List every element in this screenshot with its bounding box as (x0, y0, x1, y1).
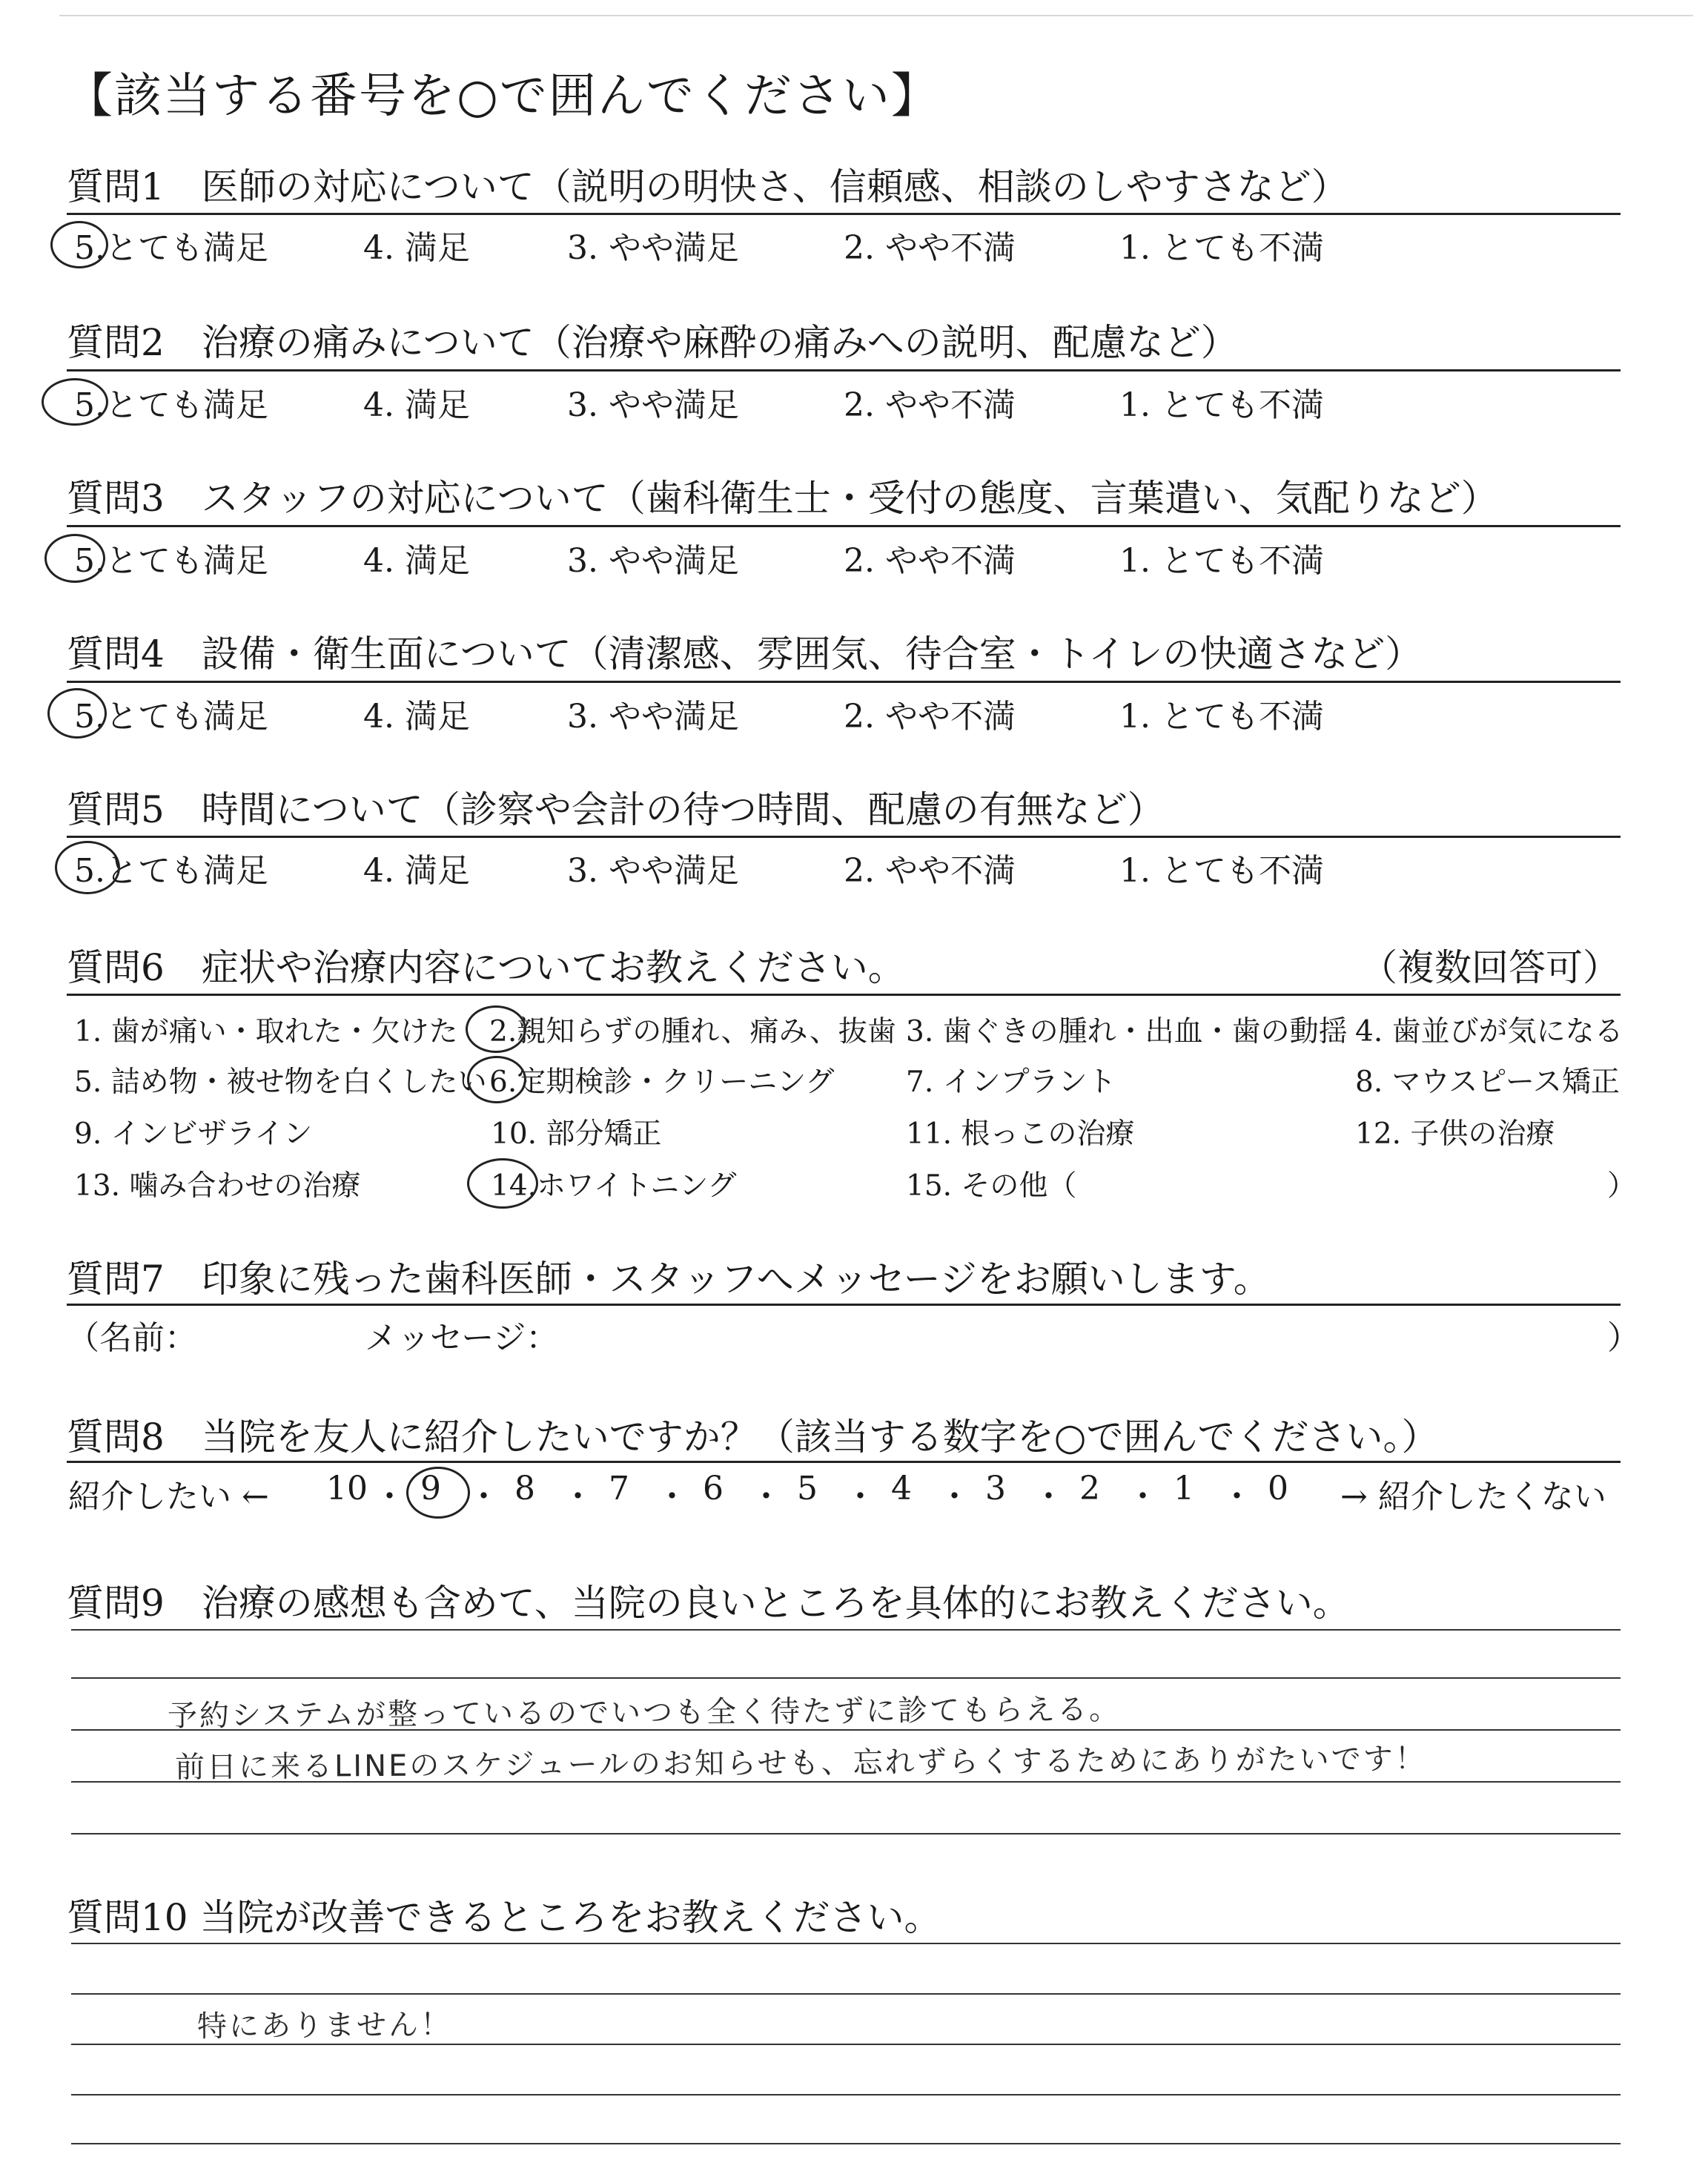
q8-scale-separator: ・ (844, 1478, 877, 1516)
q8-scale-separator: ・ (467, 1478, 500, 1516)
q8-left-label: 紹介したい ← (68, 1478, 269, 1516)
q8-scale-value-5[interactable]: 5 (797, 1470, 818, 1507)
q3-option-5[interactable]: 5.とても満足 (74, 542, 268, 580)
q6-item-11[interactable]: 11. 根っこの治療 (906, 1117, 1135, 1151)
q10-rule-2 (71, 1993, 1621, 1995)
q9-rule-1 (71, 1629, 1621, 1631)
q6-item-2-circle (466, 1005, 526, 1053)
question-3-title: 質問3 スタッフの対応について（歯科衛生士・受付の態度、言葉遣い、気配りなど） (67, 477, 1498, 520)
q6-item-1[interactable]: 1. 歯が痛い・取れた・欠けた (74, 1015, 458, 1048)
q4-selection-circle (47, 688, 107, 739)
q6-item-4[interactable]: 4. 歯並びが気になる (1355, 1015, 1623, 1048)
q8-scale-separator: ・ (655, 1478, 689, 1516)
q6-item-3[interactable]: 3. 歯ぐきの腫れ・出血・歯の動揺 (906, 1015, 1348, 1048)
q6-item-8[interactable]: 8. マウスピース矯正 (1355, 1066, 1620, 1099)
q2-option-3[interactable]: 3. やや満足 (567, 386, 739, 424)
q2-option-4[interactable]: 4. 満足 (363, 386, 470, 424)
q10-rule-5 (71, 2143, 1621, 2144)
q1-option-3[interactable]: 3. やや満足 (567, 229, 739, 267)
q5-option-3[interactable]: 3. やや満足 (567, 852, 739, 890)
question-1-rule (67, 213, 1621, 215)
question-7-rule (67, 1304, 1621, 1306)
q3-option-2[interactable]: 2. やや不満 (844, 542, 1016, 580)
question-9-title: 質問9 治療の感想も含めて、当院の良いところを具体的にお教えください。 (67, 1582, 1350, 1625)
question-3-rule (67, 525, 1621, 527)
q1-option-4[interactable]: 4. 満足 (363, 229, 470, 267)
question-6-title: 質問6 症状や治療内容についてお教えください。 (67, 946, 905, 989)
q8-scale-value-2[interactable]: 2 (1079, 1470, 1100, 1507)
q1-option-2[interactable]: 2. やや不満 (844, 229, 1016, 267)
q6-item-10[interactable]: 10. 部分矯正 (491, 1117, 662, 1151)
q8-scale-value-7[interactable]: 7 (609, 1470, 629, 1507)
question-1-title: 質問1 医師の対応について（説明の明快さ、信頼感、相談のしやすさなど） (67, 165, 1348, 208)
q8-scale-value-4[interactable]: 4 (891, 1470, 912, 1507)
q8-scale-separator: ・ (1126, 1478, 1159, 1516)
question-4-title: 質問4 設備・衛生面について（清潔感、雰囲気、待合室・トイレの快適さなど） (67, 633, 1423, 676)
q4-option-5[interactable]: 5.とても満足 (74, 698, 268, 736)
q1-option-5[interactable]: 5.とても満足 (74, 229, 268, 267)
q1-option-1[interactable]: 1. とても不満 (1119, 229, 1324, 267)
q3-option-3[interactable]: 3. やや満足 (567, 542, 739, 580)
q2-selection-circle (42, 378, 108, 426)
q6-item-13[interactable]: 13. 噛み合わせの治療 (74, 1169, 361, 1203)
q7-close-paren: ） (1607, 1319, 1640, 1357)
question-6-rule (67, 994, 1621, 996)
q5-option-5[interactable]: 5.とても満足 (74, 852, 268, 890)
question-6-note: （複数回答可） (1360, 946, 1620, 989)
q8-scale-value-1[interactable]: 1 (1174, 1470, 1194, 1507)
question-2-title: 質問2 治療の痛みについて（治療や麻酔の痛みへの説明、配慮など） (67, 321, 1238, 364)
q6-item-7[interactable]: 7. インプラント (906, 1066, 1116, 1099)
q6-item-14[interactable]: 14.ホワイトニング (491, 1169, 737, 1203)
q5-option-2[interactable]: 2. やや不満 (844, 852, 1016, 890)
q8-scale-separator: ・ (1220, 1478, 1254, 1516)
q6-item-9[interactable]: 9. インビザライン (74, 1117, 313, 1151)
q2-option-1[interactable]: 1. とても不満 (1119, 386, 1324, 424)
q9-answer-line-2: 前日に来るLINEのスケジュールのお知らせも、忘れずらくするためにありがたいです！ (174, 1742, 1427, 1785)
q8-scale-separator: ・ (373, 1478, 406, 1516)
question-8-title: 質問8 当院を友人に紹介したいですか？（該当する数字を○で囲んでください。） (67, 1416, 1439, 1459)
q6-item-14-circle (467, 1158, 538, 1209)
q6-item-5[interactable]: 5. 詰め物・被せ物を白くしたい (74, 1066, 487, 1099)
q8-scale-separator: ・ (561, 1478, 595, 1516)
q4-option-3[interactable]: 3. やや満足 (567, 698, 739, 736)
q5-option-4[interactable]: 4. 満足 (363, 852, 470, 890)
q2-option-2[interactable]: 2. やや不満 (844, 386, 1016, 424)
question-10-title: 質問10 当院が改善できるところをお教えください。 (67, 1896, 941, 1939)
q6-item-15-close: ） (1607, 1169, 1637, 1203)
q8-scale-value-6[interactable]: 6 (703, 1470, 724, 1507)
q8-selection-circle (406, 1467, 470, 1519)
q9-rule-2 (71, 1677, 1621, 1679)
question-5-rule (67, 836, 1621, 838)
q8-scale-value-3[interactable]: 3 (985, 1470, 1006, 1507)
q6-item-2[interactable]: 2.親知らずの腫れ、痛み、抜歯 (489, 1015, 896, 1048)
q8-scale-value-9[interactable]: 9 (420, 1470, 441, 1507)
question-8-rule (67, 1461, 1621, 1463)
q4-option-1[interactable]: 1. とても不満 (1119, 698, 1324, 736)
q3-option-4[interactable]: 4. 満足 (363, 542, 470, 580)
q3-option-1[interactable]: 1. とても不満 (1119, 542, 1324, 580)
q4-option-4[interactable]: 4. 満足 (363, 698, 470, 736)
q9-rule-5 (71, 1833, 1621, 1834)
q5-option-1[interactable]: 1. とても不満 (1119, 852, 1324, 890)
question-2-rule (67, 369, 1621, 371)
q8-right-label: → 紹介したくない (1340, 1478, 1606, 1516)
q10-answer-line-1: 特にありません！ (196, 2007, 453, 2044)
q1-selection-circle (50, 221, 108, 268)
q8-scale-value-10[interactable]: 10 (326, 1470, 368, 1507)
q8-scale-value-0[interactable]: 0 (1268, 1470, 1288, 1507)
q9-answer-line-1: 予約システムが整っているのでいつも全く待たずに診てもらえる。 (167, 1692, 1122, 1734)
q7-name-label: （名前： (67, 1319, 197, 1357)
q8-scale-separator: ・ (938, 1478, 971, 1516)
q8-scale-separator: ・ (1032, 1478, 1065, 1516)
scan-edge (59, 15, 1693, 16)
q10-rule-4 (71, 2094, 1621, 2095)
q6-item-6[interactable]: 6.定期検診・クリーニング (489, 1066, 835, 1099)
q3-selection-circle (44, 534, 105, 583)
q4-option-2[interactable]: 2. やや不満 (844, 698, 1016, 736)
question-7-title: 質問7 印象に残った歯科医師・スタッフへメッセージをお願いします。 (67, 1258, 1271, 1301)
q6-item-12[interactable]: 12. 子供の治療 (1355, 1117, 1555, 1151)
page-title: 【該当する番号を○で囲んでください】 (65, 69, 940, 124)
q10-rule-1 (71, 1943, 1621, 1944)
q6-item-15[interactable]: 15. その他（ (906, 1169, 1077, 1203)
q2-option-5[interactable]: 5.とても満足 (74, 386, 268, 424)
q5-selection-circle (55, 841, 120, 894)
q6-item-6-circle (467, 1056, 526, 1103)
q7-message-label: メッセージ： (365, 1319, 559, 1357)
q8-scale-value-8[interactable]: 8 (514, 1470, 535, 1507)
q8-scale-separator: ・ (749, 1478, 783, 1516)
question-4-rule (67, 681, 1621, 683)
question-5-title: 質問5 時間について（診察や会計の待つ時間、配慮の有無など） (67, 788, 1165, 831)
